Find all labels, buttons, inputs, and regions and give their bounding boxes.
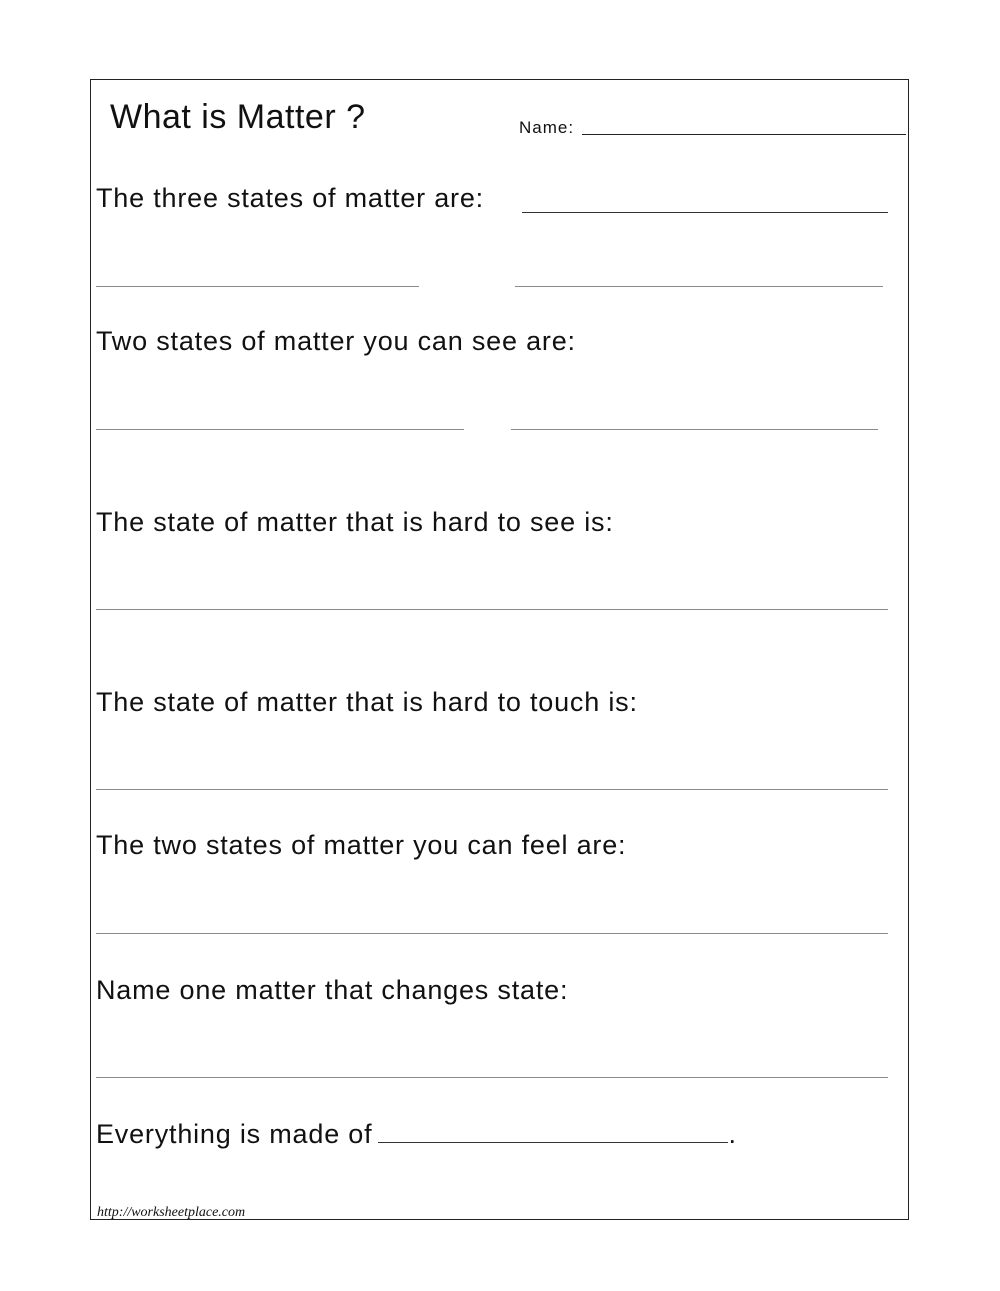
answer-line-can-see-1[interactable] — [96, 429, 464, 430]
question-hard-to-touch: The state of matter that is hard to touch is: — [96, 687, 638, 717]
worksheet-frame — [90, 79, 909, 1220]
question-hard-to-see: The state of matter that is hard to see is: — [96, 507, 614, 537]
answer-line-hard-to-touch[interactable] — [96, 789, 888, 790]
answer-line-three-states-1[interactable] — [522, 212, 888, 213]
answer-line-hard-to-see[interactable] — [96, 609, 888, 610]
worksheet-title: What is Matter ? — [110, 98, 366, 136]
name-answer-line[interactable] — [582, 134, 906, 135]
question-everything-made-of-text: Everything is made of — [96, 1119, 373, 1149]
answer-line-can-see-2[interactable] — [511, 429, 878, 430]
answer-line-made-of[interactable] — [378, 1120, 728, 1143]
answer-line-three-states-2[interactable] — [96, 286, 419, 287]
footer-url: http://worksheetplace.com — [97, 1205, 246, 1220]
answer-line-can-feel[interactable] — [96, 933, 888, 934]
question-everything-made-of — [96, 1119, 737, 1150]
answer-line-three-states-3[interactable] — [515, 286, 883, 287]
name-label: Name: — [519, 118, 575, 137]
question-states-you-can-see: Two states of matter you can see are: — [96, 326, 576, 356]
answer-line-changes-state[interactable] — [96, 1077, 888, 1078]
question-everything-made-of-period: . — [728, 1119, 737, 1149]
question-states-you-can-feel: The two states of matter you can feel are: — [96, 830, 627, 860]
question-changes-state: Name one matter that changes state: — [96, 975, 569, 1005]
question-three-states: The three states of matter are: — [96, 183, 484, 213]
